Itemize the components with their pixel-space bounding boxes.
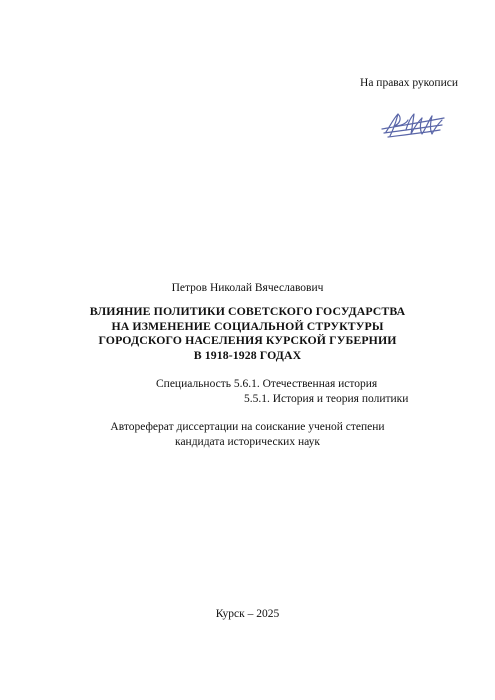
abstract-line-2: кандидата исторических наук <box>175 436 320 448</box>
specialty-line-2: 5.5.1. История и теория политики <box>244 393 409 405</box>
city-year: Курск – 2025 <box>215 608 280 620</box>
specialty-line-1: Специальность 5.6.1. Отечественная история <box>156 378 378 390</box>
dissertation-title <box>0 304 495 362</box>
title-line: НА ИЗМЕНЕНИЕ СОЦИАЛЬНОЙ СТРУКТУРЫ <box>111 318 384 333</box>
abstract-line-1: Автореферат диссертации на соискание ученой степени <box>110 421 385 433</box>
title-line: ГОРОДСКОГО НАСЕЛЕНИЯ КУРСКОЙ ГУБЕРНИИ <box>98 333 397 348</box>
author-name: Петров Николай Вячеславович <box>171 282 324 294</box>
rights-note: На правах рукописи <box>360 77 458 89</box>
title-line: ВЛИЯНИЕ ПОЛИТИКИ СОВЕТСКОГО ГОСУДАРСТВА <box>89 304 406 318</box>
title-line: В 1918-1928 ГОДАХ <box>193 347 302 362</box>
abstract-note <box>0 420 495 450</box>
signature-image <box>378 108 448 142</box>
